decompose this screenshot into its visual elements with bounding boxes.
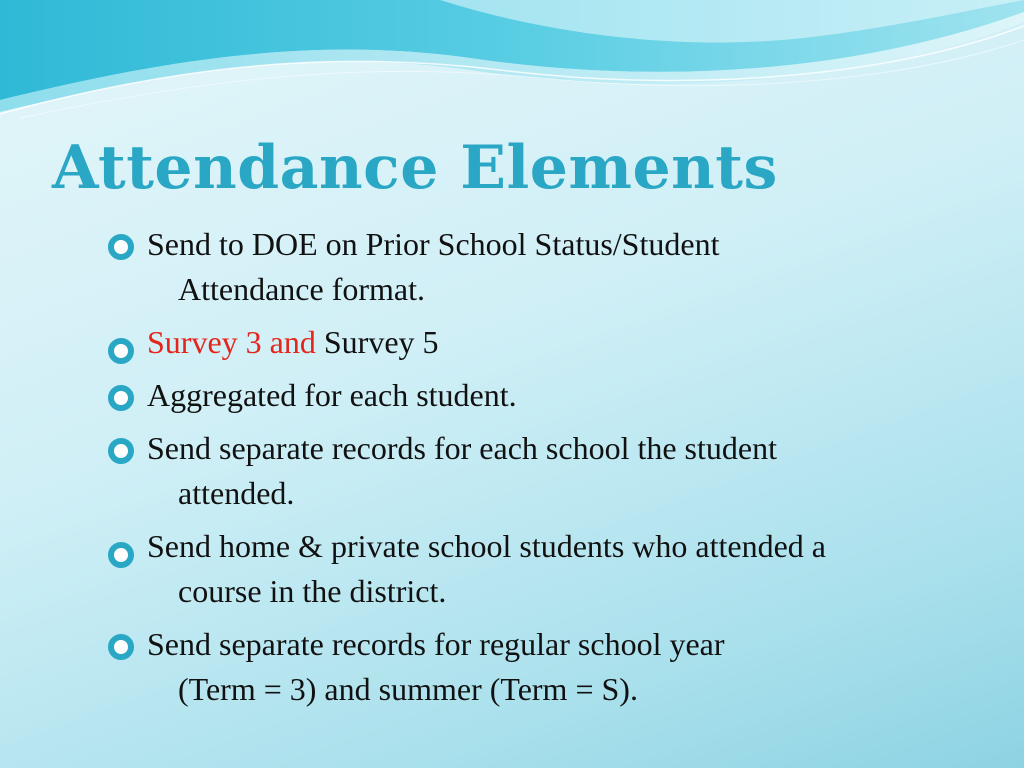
bullet-item xyxy=(108,426,1008,516)
bullet-item xyxy=(108,622,1008,712)
bullet-item xyxy=(108,320,1008,365)
bullet-marker-icon xyxy=(108,542,134,568)
bullet-text-continuation: course in the district. xyxy=(178,573,447,609)
bullet-text xyxy=(147,320,1008,365)
wave-decoration xyxy=(0,0,1024,130)
highlighted-text: Survey 3 and xyxy=(147,324,316,360)
bullet-item xyxy=(108,524,1008,614)
bullet-item xyxy=(108,373,1008,418)
bullet-marker-icon xyxy=(108,385,134,411)
slide-title: Attendance Elements xyxy=(52,133,778,203)
bullet-text-continuation: Attendance format. xyxy=(178,271,425,307)
bullet-marker-icon xyxy=(108,438,134,464)
bullet-text: Send separate records for regular school year xyxy=(147,626,725,662)
bullet-marker-icon xyxy=(108,234,134,260)
bullet-marker-icon xyxy=(108,634,134,660)
bullet-item xyxy=(108,222,1008,312)
bullet-text-normal: Survey 5 xyxy=(323,324,439,360)
bullet-text: Aggregated for each student. xyxy=(147,377,517,413)
bullet-text-continuation: (Term = 3) and summer (Term = S). xyxy=(178,671,638,707)
bullet-text: Send separate records for each school the student xyxy=(147,430,777,466)
bullet-marker-icon xyxy=(108,338,134,364)
bullet-text: Send to DOE on Prior School Status/Student xyxy=(147,226,720,262)
bullet-text: Send home & private school students who attended a xyxy=(147,528,826,564)
bullet-list xyxy=(108,222,1008,720)
bullet-text-continuation: attended. xyxy=(178,475,295,511)
